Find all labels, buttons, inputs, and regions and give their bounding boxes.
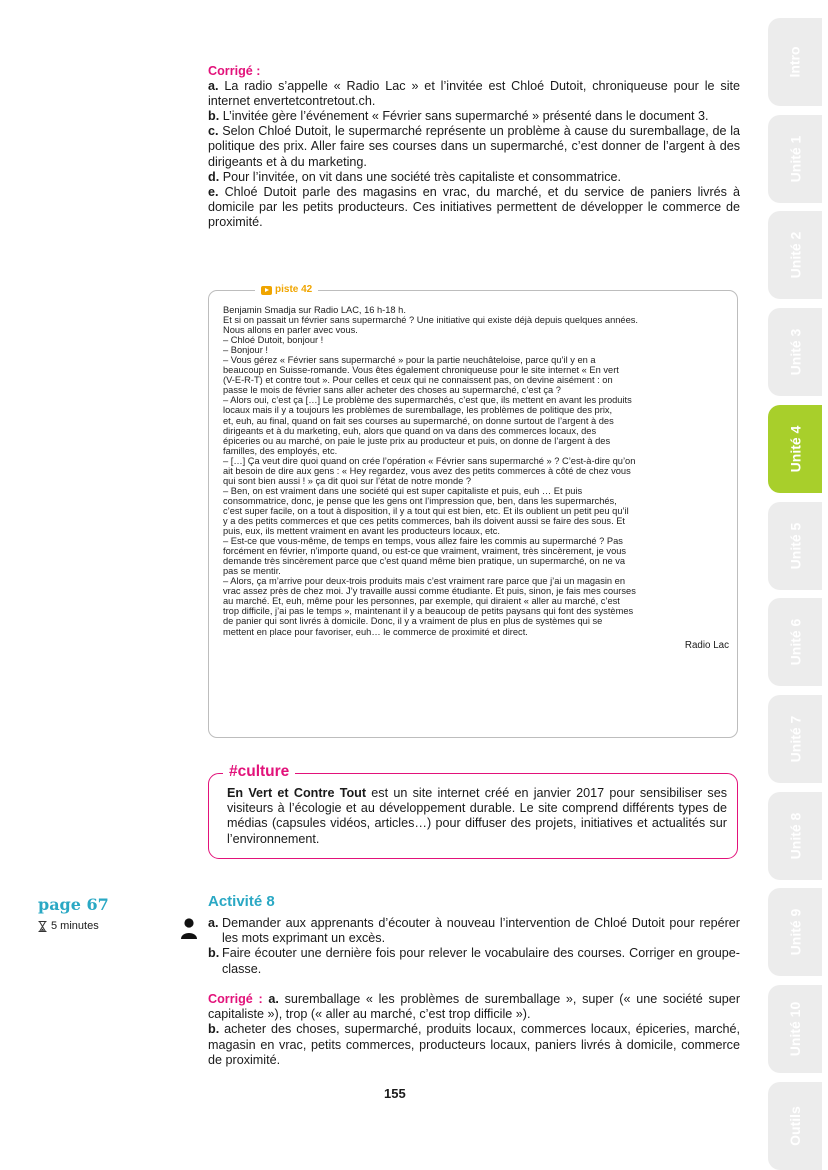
transcript-line: Nous allons en parler avec vous. <box>223 325 358 336</box>
transcript-source: Radio Lac <box>684 639 729 651</box>
tab-label: Unité 7 <box>787 715 803 763</box>
transcript-line: forcément en février, n’importe quand, ou est-ce que vraiment, vraiment, très sincèrement, je vous <box>223 546 627 557</box>
tab-label: Unité 3 <box>787 328 803 376</box>
corrige-item-d: d. Pour l’invitée, on vit dans une société très capitaliste et consommatrice. <box>208 169 621 184</box>
tab-label: Unité 2 <box>787 232 803 279</box>
tab-label: Unité 5 <box>787 522 803 569</box>
activity-instructions <box>208 916 740 977</box>
top-corrige-section <box>208 64 740 230</box>
transcript-line: demande très sincèrement parce que c’est quand même bien pratique, un supermarché, on ne va <box>223 556 626 567</box>
tab-unit-6[interactable] <box>768 598 822 686</box>
transcript-box <box>208 284 738 738</box>
tab-unit-3[interactable] <box>768 308 822 396</box>
corrige-label: Corrigé : <box>208 64 261 78</box>
transcript-line: et, euh, au final, quand on fait ses courses au supermarché, on donne surtout de l’argent à des <box>223 415 614 426</box>
transcript-line: familles, des employés, etc. <box>223 445 338 456</box>
tab-outils[interactable] <box>768 1082 822 1170</box>
transcript-line: – Chloé Dutoit, bonjour ! <box>223 335 324 346</box>
audio-track-tag[interactable] <box>255 283 318 297</box>
transcript-line: locaux mais il y a toujours les problèmes de suremballage, les problèmes de politique des prix, <box>223 405 613 416</box>
transcript-line: – […] Ça veut dire quoi quand on crée l’opération « Février sans supermarché » ? C’est-à-dire qu’on <box>223 455 636 466</box>
transcript-line: – Alors, ça m’arrive pour deux-trois produits mais c’est vraiment rare parce que j’ai un magasin en <box>223 576 626 587</box>
hourglass-icon <box>38 921 47 932</box>
tab-label: Unité 1 <box>787 135 803 183</box>
duration <box>38 920 99 932</box>
tab-intro[interactable] <box>768 18 822 106</box>
tab-label: Unité 6 <box>787 618 803 666</box>
activity-title: Activité 8 <box>208 893 275 910</box>
tab-unit-8[interactable] <box>768 792 822 880</box>
activity-item-a: a. Demander aux apprenants d’écouter à nouveau l’intervention de Chloé Dutoit pour repérer les mots exprimant un excès. <box>208 916 740 946</box>
transcript-line: épiceries ou au marché, on paie le juste prix au producteur et puis, on donne de l’argent à des <box>223 435 611 446</box>
duration-label: 5 minutes <box>51 920 99 932</box>
tab-label: Outils <box>786 1105 803 1146</box>
transcript-line: Benjamin Smadja sur Radio LAC, 16 h-18 h. <box>223 305 406 315</box>
transcript-line: beaucoup en Suisse-romande. Vous êtes également chroniqueuse pour le site internet « En vert <box>223 365 619 376</box>
transcript-line: ait besoin de dire aux gens : « Hey regardez, vous avez des petits commerces à côté de chez vous <box>223 465 631 476</box>
transcript-line: trop difficile, j’ai pas le temps », maintenant il y a beaucoup de petits paysans qui font des systèmes <box>223 606 634 617</box>
tab-label: Unité 10 <box>787 1001 803 1057</box>
transcript-line: vrac assez près de chez moi. J’y travaille aussi comme étudiante. Et puis, sinon, je fais mes courses <box>223 586 636 597</box>
audio-track-label: piste 42 <box>275 284 313 295</box>
transcript-line: y a des petits commerces et que ces petits commerces, bah ils doivent aussi se faire des sous. Et <box>223 515 626 526</box>
transcript-line: – Alors oui, c’est ça […] Le problème des supermarchés, c’est que, ils mettent en avant les produits <box>223 395 632 406</box>
transcript-line: – Est-ce que vous-même, de temps en temps, vous allez faire les commis au supermarché ? Pas <box>223 536 623 547</box>
transcript-line: puis, eux, ils mettent vraiment en avant les producteurs locaux, etc. <box>223 526 500 537</box>
transcript-line: consommatrice, donc, je pense que les gens ont l’impression que, ben, dans les supermarchés, <box>223 495 617 506</box>
tab-label: Unité 8 <box>787 812 803 859</box>
tab-unit-5[interactable] <box>768 502 822 590</box>
transcript-line: dirigeants et à du marketing, euh, alors que quand on va dans des commerces locaux, des <box>223 425 597 436</box>
transcript-line: passe le mois de février sans aller acheter des choses au supermarché, c’est ça ? <box>223 385 561 396</box>
corrige-item-b: b. L’invitée gère l’événement « Février sans supermarché » présenté dans le document 3. <box>208 109 709 124</box>
tab-unit-10[interactable] <box>768 985 822 1073</box>
page-number: 155 <box>384 1086 406 1101</box>
transcript-line: pas se mentir. <box>223 566 281 577</box>
culture-box <box>208 763 738 859</box>
transcript-line: mettent en place pour favoriser, euh… le commerce de proximité et direct. <box>223 626 528 637</box>
tab-unit-4[interactable] <box>768 405 822 493</box>
transcript-line: – Ben, on est vraiment dans une société qui est super capitaliste et puis, euh … Et puis <box>223 485 583 496</box>
corrige-label: Corrigé : <box>208 992 263 1006</box>
transcript-line: Et si on passait un février sans supermarché ? Une initiative qui existe déjà depuis quelques années. <box>223 315 638 326</box>
play-icon[interactable] <box>261 286 272 295</box>
transcript-line: de panier qui sont livrés à domicile. Donc, il y a vraiment de plus en plus de systèmes qui se <box>223 616 603 627</box>
tab-unit-7[interactable] <box>768 695 822 783</box>
corrige-item-a: a. La radio s’appelle « Radio Lac » et l’invitée est Chloé Dutoit, chroniqueuse pour le site internet envertetcontretout.ch. <box>208 79 740 109</box>
corrige-item-c: c. Selon Chloé Dutoit, le supermarché représente un problème à cause du suremballage, de la politique des prix. Aller faire ses courses dans un supermarché, c’est donner de l’argent à des dirigeants et à du marketing. <box>208 124 740 169</box>
tab-unit-2[interactable] <box>768 211 822 299</box>
tab-label: Unité 4 <box>787 425 803 473</box>
tab-label: Unité 9 <box>787 908 803 956</box>
transcript-line: – Bonjour ! <box>223 345 268 356</box>
culture-text <box>227 786 727 847</box>
culture-description: est un site internet créé en janvier 2017 pour sensibiliser ses visiteurs à l’écologie et au développement durable. Le site comprend différents types de médias (capsules vidéos, articles…) pour diffuser des projets, initiatives et actualités sur l’environnement. <box>227 786 727 846</box>
tab-unit-9[interactable] <box>768 888 822 976</box>
transcript-line: (V-E-R-T) et contre tout ». Pour celles et ceux qui ne connaissent pas, on devine aisément : on <box>223 375 613 386</box>
tab-label: Intro <box>786 46 803 78</box>
transcript-line: c’est super facile, on a tout à disposition, il y a tout qui est bien, etc. Et ils oublient un petit peu qu’il <box>223 505 629 516</box>
tab-unit-1[interactable] <box>768 115 822 203</box>
transcript-text <box>223 305 729 637</box>
activity-item-b: b. Faire écouter une dernière fois pour relever le vocabulaire des courses. Corriger en groupe-classe. <box>208 946 740 976</box>
culture-site-name: En Vert et Contre Tout <box>227 786 367 800</box>
culture-title: #culture <box>223 762 295 782</box>
transcript-line: qui sont bien aussi ! » ça dit quoi sur l’état de notre monde ? <box>223 475 472 486</box>
transcript-line: – Vous gérez « Février sans supermarché » pour la partie neuchâteloise, parce qu’il y en a <box>223 355 596 366</box>
transcript-line: au marché. Et, euh, même pour les personnes, par exemple, qui diraient « aller au marché, c’est <box>223 596 620 607</box>
activity-corrige: Corrigé : a. suremballage « les problèmes de suremballage », super (« une société super capitaliste »), trop (« aller au marché, c’est trop difficile »). b. acheter des choses, supermarché, produits locaux, commerces locaux, épiceries, marché, magasin en vrac, petits commerces, producteurs locaux, paniers livrés à domicile, commerce de proximité. <box>208 992 741 1067</box>
corrige-item-e: e. Chloé Dutoit parle des magasins en vrac, du marché, et du service de paniers livrés à domicile par les petits producteurs. Ces initiatives permettent de développer le commerce de proximité. <box>208 184 741 229</box>
page-reference: page 67 <box>38 895 109 914</box>
individual-work-icon <box>180 918 198 940</box>
